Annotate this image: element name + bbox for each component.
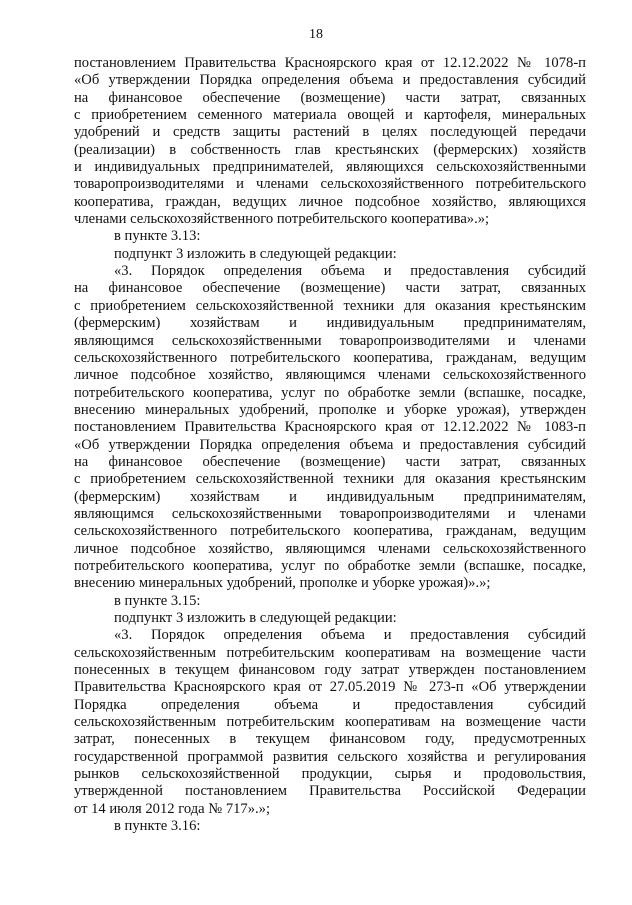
text-line: сельскохозяйственного потребительского кооператива, гражданам, ведущим <box>74 523 586 540</box>
text-line: на финансовое обеспечение (возмещение) части затрат, связанных <box>74 280 586 297</box>
text-line: потребительского кооператива, услуг по обработке земли (вспашке, посадке, <box>74 557 586 574</box>
text-line: в пункте 3.15: <box>114 592 201 609</box>
text-line: членами сельскохозяйственного потребительского кооператива».»; <box>74 211 490 228</box>
text-line: «Об утверждении Порядка определения объема и предоставления субсидий <box>74 436 586 453</box>
text-line: являющимся сельскохозяйственными товаропроизводителями и членами <box>74 505 586 522</box>
text-line: «3. Порядок определения объема и предоставления субсидий <box>114 263 586 280</box>
text-line: государственной программой развития сельского хозяйства и регулирования <box>74 748 586 765</box>
text-line: Правительства Красноярского края от 27.05.2019 № 273-п «Об утверждении <box>74 679 586 696</box>
document-body <box>74 55 586 835</box>
text-line: кооператива, граждан, ведущих личное подсобное хозяйство, являющихся <box>74 193 586 210</box>
text-line: личное подсобное хозяйство, являющимся членами сельскохозяйственного <box>74 540 586 557</box>
text-line: Порядка определения объема и предоставления субсидий <box>74 696 586 713</box>
text-line: с приобретением семенного материала овощей и картофеля, минеральных <box>74 107 586 124</box>
text-line: внесению минеральных удобрений, прополке и уборке урожая), утвержден <box>74 401 586 418</box>
text-line: потребительского кооператива, услуг по обработке земли (вспашке, посадке, <box>74 384 586 401</box>
text-line: в пункте 3.13: <box>114 228 201 245</box>
text-line: (реализации) в собственность глав крестьянских (фермерских) хозяйств <box>74 141 586 158</box>
text-line: сельскохозяйственного потребительского кооператива, гражданам, ведущим <box>74 349 586 366</box>
text-line: «Об утверждении Порядка определения объема и предоставления субсидий <box>74 72 586 89</box>
text-line: сельскохозяйственным потребительским кооперативам на возмещение части <box>74 644 586 661</box>
text-line: (фермерским) хозяйствам и индивидуальным предпринимателям, <box>74 315 586 332</box>
text-line: в пункте 3.16: <box>114 818 201 835</box>
text-line: рынков сельскохозяйственной продукции, сырья и продовольствия, <box>74 766 586 783</box>
text-line: от 14 июля 2012 года № 717».»; <box>74 800 271 817</box>
text-line: затрат, понесенных в текущем финансовом году, предусмотренных <box>74 731 586 748</box>
text-line: постановлением Правительства Красноярского края от 12.12.2022 № 1083-п <box>74 419 586 436</box>
text-line: утвержденной постановлением Правительства Российской Федерации <box>74 783 586 800</box>
text-line: подпункт 3 изложить в следующей редакции: <box>114 245 397 262</box>
text-line: являющимся сельскохозяйственными товаропроизводителями и членами <box>74 332 586 349</box>
text-line: сельскохозяйственным потребительским кооперативам на возмещение части <box>74 714 586 731</box>
text-line: с приобретением сельскохозяйственной техники для оказания крестьянским <box>74 471 586 488</box>
text-line: «3. Порядок определения объема и предоставления субсидий <box>114 627 586 644</box>
page-number: 18 <box>309 27 323 42</box>
text-line: удобрений и средств защиты растений в целях последующей передачи <box>74 124 586 141</box>
text-line: и индивидуальных предпринимателей, являющихся сельскохозяйственными <box>74 159 586 176</box>
text-line: с приобретением сельскохозяйственной техники для оказания крестьянским <box>74 297 586 314</box>
text-line: на финансовое обеспечение (возмещение) части затрат, связанных <box>74 89 586 106</box>
text-line: подпункт 3 изложить в следующей редакции: <box>114 610 397 626</box>
text-line: личное подсобное хозяйство, являющимся членами сельскохозяйственного <box>74 367 586 384</box>
text-line: внесению минеральных удобрений, прополке и уборке урожая)».»; <box>74 575 491 592</box>
text-line: на финансовое обеспечение (возмещение) части затрат, связанных <box>74 453 586 470</box>
text-line: понесенных в текущем финансовом году затрат утвержден постановлением <box>74 662 586 679</box>
text-line: товаропроизводителями и членами сельскохозяйственного потребительского <box>74 176 586 193</box>
text-line: (фермерским) хозяйствам и индивидуальным предпринимателям, <box>74 488 586 505</box>
text-line: постановлением Правительства Красноярского края от 12.12.2022 № 1078-п <box>74 55 586 71</box>
